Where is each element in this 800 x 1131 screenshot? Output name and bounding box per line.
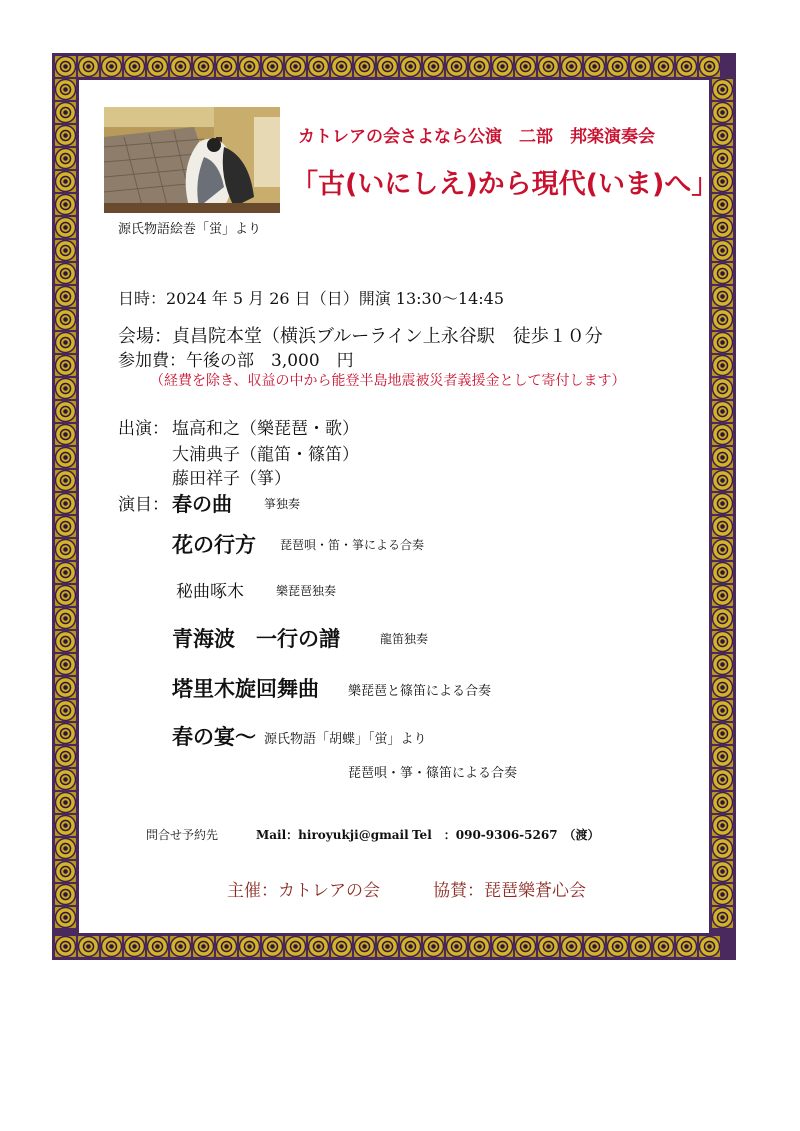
event-title: 「古(いにしえ)から現代(いま)へ」 <box>291 169 719 200</box>
border-tile <box>101 56 122 77</box>
border-tile <box>55 332 76 353</box>
border-tile <box>308 936 329 957</box>
border-tile <box>423 936 444 957</box>
border-tile <box>354 56 375 77</box>
border-tile <box>55 194 76 215</box>
border-tile <box>630 936 651 957</box>
border-tile <box>147 936 168 957</box>
border-tile <box>55 148 76 169</box>
border-tile <box>712 769 733 790</box>
program-note-1: 箏独奏 <box>264 497 301 511</box>
border-tile <box>193 56 214 77</box>
border-tile <box>653 936 674 957</box>
border-tile <box>55 562 76 583</box>
border-tile <box>354 936 375 957</box>
border-tile <box>124 936 145 957</box>
border-tile <box>331 936 352 957</box>
border-tile <box>712 562 733 583</box>
picture-caption: 源氏物語絵巻「蛍」より <box>118 222 262 237</box>
border-tile <box>400 56 421 77</box>
border-tile <box>712 378 733 399</box>
border-tile <box>699 56 720 77</box>
border-tile <box>78 56 99 77</box>
program-label: 演目： <box>118 495 169 515</box>
border-tile <box>492 936 513 957</box>
genji-scroll-illustration <box>104 107 280 213</box>
border-tile <box>712 700 733 721</box>
donation-note: （経費を除き、収益の中から能登半島地震被災者義援金として寄付します） <box>150 373 626 389</box>
border-tile <box>492 56 513 77</box>
border-tile <box>55 585 76 606</box>
border-tile <box>55 838 76 859</box>
border-tile <box>712 263 733 284</box>
border-tile <box>712 746 733 767</box>
border-tile <box>55 654 76 675</box>
border-tile <box>712 838 733 859</box>
border-tile <box>55 884 76 905</box>
border-tile <box>78 936 99 957</box>
border-tile <box>262 936 283 957</box>
border-tile <box>55 56 76 77</box>
border-tile <box>147 56 168 77</box>
border-tile <box>712 723 733 744</box>
contact-tel: Tel ：090-9306-5267 （渡） <box>412 828 600 842</box>
border-tile <box>561 56 582 77</box>
border-tile <box>712 447 733 468</box>
border-tile <box>712 102 733 123</box>
border-tile <box>712 516 733 537</box>
border-tile <box>446 56 467 77</box>
border-tile <box>55 677 76 698</box>
border-tile <box>55 171 76 192</box>
border-tile <box>55 263 76 284</box>
border-tile <box>285 936 306 957</box>
border-tile <box>55 792 76 813</box>
border-tile <box>630 56 651 77</box>
event-fee: 参加費：午後の部 3,000 円 <box>118 351 354 371</box>
border-tile <box>331 56 352 77</box>
border-tile <box>712 286 733 307</box>
program-note-5: 樂琵琶と篠笛による合奏 <box>348 684 492 699</box>
border-tile <box>55 746 76 767</box>
organizer: 主催：カトレアの会 <box>227 881 380 901</box>
border-tile <box>712 631 733 652</box>
program-note-4: 龍笛独奏 <box>380 632 429 646</box>
border-tile <box>538 936 559 957</box>
border-tile <box>262 56 283 77</box>
program-title-2: 花の行方 <box>172 532 256 557</box>
border-tile <box>55 470 76 491</box>
program-note-3: 樂琵琶独奏 <box>276 584 337 598</box>
border-tile <box>676 936 697 957</box>
border-tile <box>55 424 76 445</box>
border-tile <box>216 56 237 77</box>
border-tile <box>285 56 306 77</box>
border-tile <box>712 907 733 928</box>
border-tile <box>712 677 733 698</box>
border-tile <box>239 936 260 957</box>
program-title-6: 春の宴～ <box>172 724 256 749</box>
border-tile <box>55 815 76 836</box>
border-tile <box>446 936 467 957</box>
border-tile <box>55 102 76 123</box>
border-tile <box>515 936 536 957</box>
border-tile <box>676 56 697 77</box>
border-tile <box>469 56 490 77</box>
border-tile <box>712 792 733 813</box>
program-title-5: 塔里木旋回舞曲 <box>172 676 319 701</box>
border-tile <box>584 936 605 957</box>
border-tile <box>55 700 76 721</box>
border-tile <box>55 769 76 790</box>
program-note-6b: 琵琶唄・箏・篠笛による合奏 <box>348 766 518 781</box>
border-tile <box>712 861 733 882</box>
border-tile <box>607 936 628 957</box>
border-tile <box>712 470 733 491</box>
program-note-6: 源氏物語「胡蝶」「蛍」より <box>264 732 427 747</box>
border-tile <box>55 516 76 537</box>
border-tile <box>712 240 733 261</box>
contact-label: 問合せ予約先 <box>146 828 219 842</box>
border-tile <box>55 401 76 422</box>
sponsor: 協賛：琵琶樂蒼心会 <box>433 881 586 901</box>
border-tile <box>55 861 76 882</box>
border-tile <box>55 936 76 957</box>
border-tile <box>712 884 733 905</box>
border-tile <box>561 936 582 957</box>
border-tile <box>216 936 237 957</box>
event-subtitle: カトレアの会さよなら公演 二部 邦楽演奏会 <box>298 127 655 147</box>
border-tile <box>55 355 76 376</box>
border-tile <box>400 936 421 957</box>
border-tile <box>55 79 76 100</box>
border-tile <box>239 56 260 77</box>
border-tile <box>515 56 536 77</box>
border-tile <box>712 424 733 445</box>
border-tile <box>712 585 733 606</box>
border-tile <box>55 240 76 261</box>
performer-2: 大浦典子（龍笛・篠笛） <box>172 445 359 465</box>
performer-3: 藤田祥子（箏） <box>172 469 291 489</box>
border-tile <box>101 936 122 957</box>
program-title-4: 青海波 一行の譜 <box>172 626 340 651</box>
border-tile <box>55 539 76 560</box>
border-tile <box>377 936 398 957</box>
border-tile <box>584 56 605 77</box>
border-tile <box>607 56 628 77</box>
border-tile <box>538 56 559 77</box>
performer-1: 塩高和之（樂琵琶・歌） <box>172 419 359 439</box>
border-tile <box>712 401 733 422</box>
border-tile <box>55 631 76 652</box>
border-tile <box>55 493 76 514</box>
border-tile <box>653 56 674 77</box>
event-datetime: 日時：2024 年 5 月 26 日（日）開演 13:30～14:45 <box>118 289 504 308</box>
border-tile <box>712 815 733 836</box>
border-tile <box>469 936 490 957</box>
border-tile <box>712 79 733 100</box>
border-tile <box>55 447 76 468</box>
border-tile <box>55 907 76 928</box>
border-tile <box>55 309 76 330</box>
border-tile <box>55 378 76 399</box>
border-tile <box>712 332 733 353</box>
contact-mail: Mail：hiroyukji@gmail <box>256 828 409 842</box>
program-title-3: 秘曲啄木 <box>176 582 244 602</box>
border-tile <box>712 608 733 629</box>
border-tile <box>377 56 398 77</box>
border-tile <box>423 56 444 77</box>
border-tile <box>170 56 191 77</box>
border-tile <box>55 217 76 238</box>
border-tile <box>170 936 191 957</box>
border-tile <box>712 355 733 376</box>
border-tile <box>699 936 720 957</box>
program-title-1: 春の曲 <box>172 492 232 516</box>
border-tile <box>712 217 733 238</box>
border-tile <box>712 125 733 146</box>
border-tile <box>308 56 329 77</box>
border-tile <box>55 608 76 629</box>
border-tile <box>55 723 76 744</box>
program-note-2: 琵琶唄・笛・箏による合奏 <box>280 538 425 552</box>
border-tile <box>55 125 76 146</box>
border-tile <box>55 286 76 307</box>
border-tile <box>712 539 733 560</box>
border-tile <box>712 654 733 675</box>
event-venue: 会場：貞昌院本堂（横浜ブルーライン上永谷駅 徒歩１０分 <box>118 326 603 347</box>
border-tile <box>712 493 733 514</box>
performers-label: 出演： <box>118 419 169 439</box>
border-tile <box>193 936 214 957</box>
border-tile <box>124 56 145 77</box>
border-tile <box>712 309 733 330</box>
